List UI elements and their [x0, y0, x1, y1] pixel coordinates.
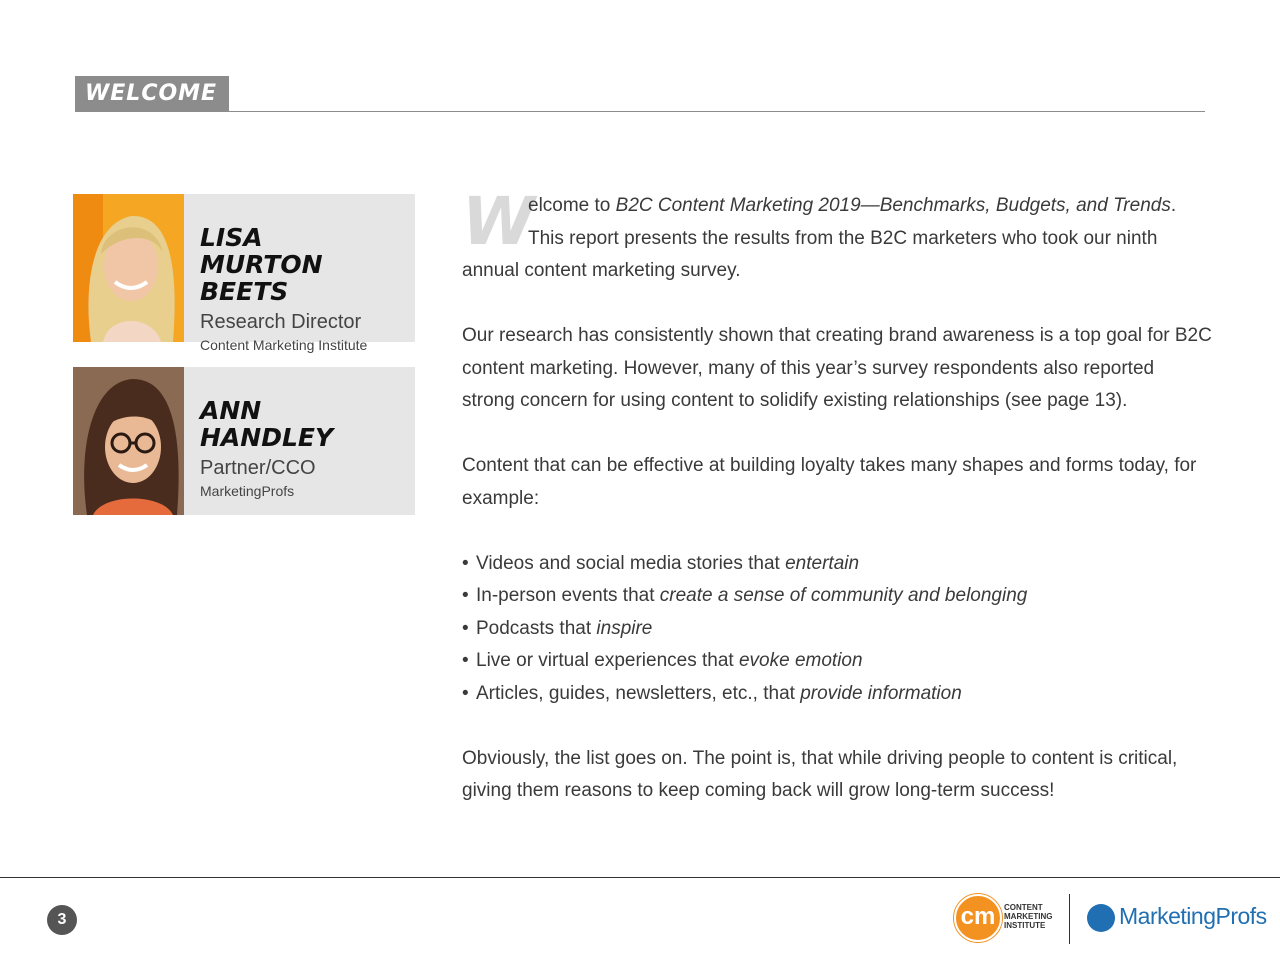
drop-cap: W	[462, 183, 535, 260]
author-card	[73, 367, 415, 515]
author-name: ANN HANDLEY	[200, 396, 334, 452]
paragraph-loyalty: Content that can be effective at building loyalty takes many shapes and forms today, for example:	[462, 455, 1197, 509]
welcome-body	[462, 183, 1212, 840]
cmi-logo-icon: cm	[954, 894, 1002, 942]
author-organization: Content Marketing Institute	[200, 337, 368, 353]
page-number: 3	[47, 905, 77, 935]
section-label: WELCOME	[75, 76, 229, 112]
closing-paragraph: Obviously, the list goes on. The point is, that while driving people to content is critical, giving them reasons to keep coming back will grow long-term success!	[462, 747, 1178, 801]
intro-lead: elcome to	[528, 195, 616, 216]
author-photo	[73, 367, 184, 515]
header-divider	[75, 111, 1205, 112]
author-role: Partner/CCO	[200, 457, 316, 479]
content-types-list	[462, 548, 1212, 711]
list-item: • Podcasts that inspire	[462, 613, 1212, 646]
report-title: B2C Content Marketing 2019—Benchmarks, Budgets, and Trends	[615, 195, 1171, 216]
intro-rest: . This report presents the results from the B2C marketers who took our ninth annual content marketing survey.	[462, 195, 1177, 281]
cmi-logo	[954, 894, 1054, 942]
list-item: • In-person events that create a sense of community and belonging	[462, 580, 1212, 613]
marketingprofs-logo-icon	[1087, 904, 1115, 932]
list-item: • Videos and social media stories that entertain	[462, 548, 1212, 581]
author-role: Research Director	[200, 311, 362, 333]
footer-divider	[0, 877, 1280, 878]
list-item: • Live or virtual experiences that evoke emotion	[462, 645, 1212, 678]
author-card	[73, 194, 415, 353]
author-photo	[73, 194, 184, 342]
cmi-logo-text: CONTENT MARKETING INSTITUTE	[1004, 903, 1053, 930]
list-item: • Articles, guides, newsletters, etc., that provide information	[462, 678, 1212, 711]
paragraph-awareness: Our research has consistently shown that creating brand awareness is a top goal for B2C content marketing. However, many of this year’s survey respondents also reported strong concern for using content to solidify existing relationships (see page 13).	[462, 325, 1212, 411]
author-organization: MarketingProfs	[200, 483, 295, 499]
author-name: LISA MURTON BEETS	[200, 223, 323, 306]
intro-paragraph	[462, 183, 1212, 288]
marketingprofs-logo-text: MarketingProfs	[1119, 903, 1267, 929]
logo-divider	[1069, 894, 1070, 944]
